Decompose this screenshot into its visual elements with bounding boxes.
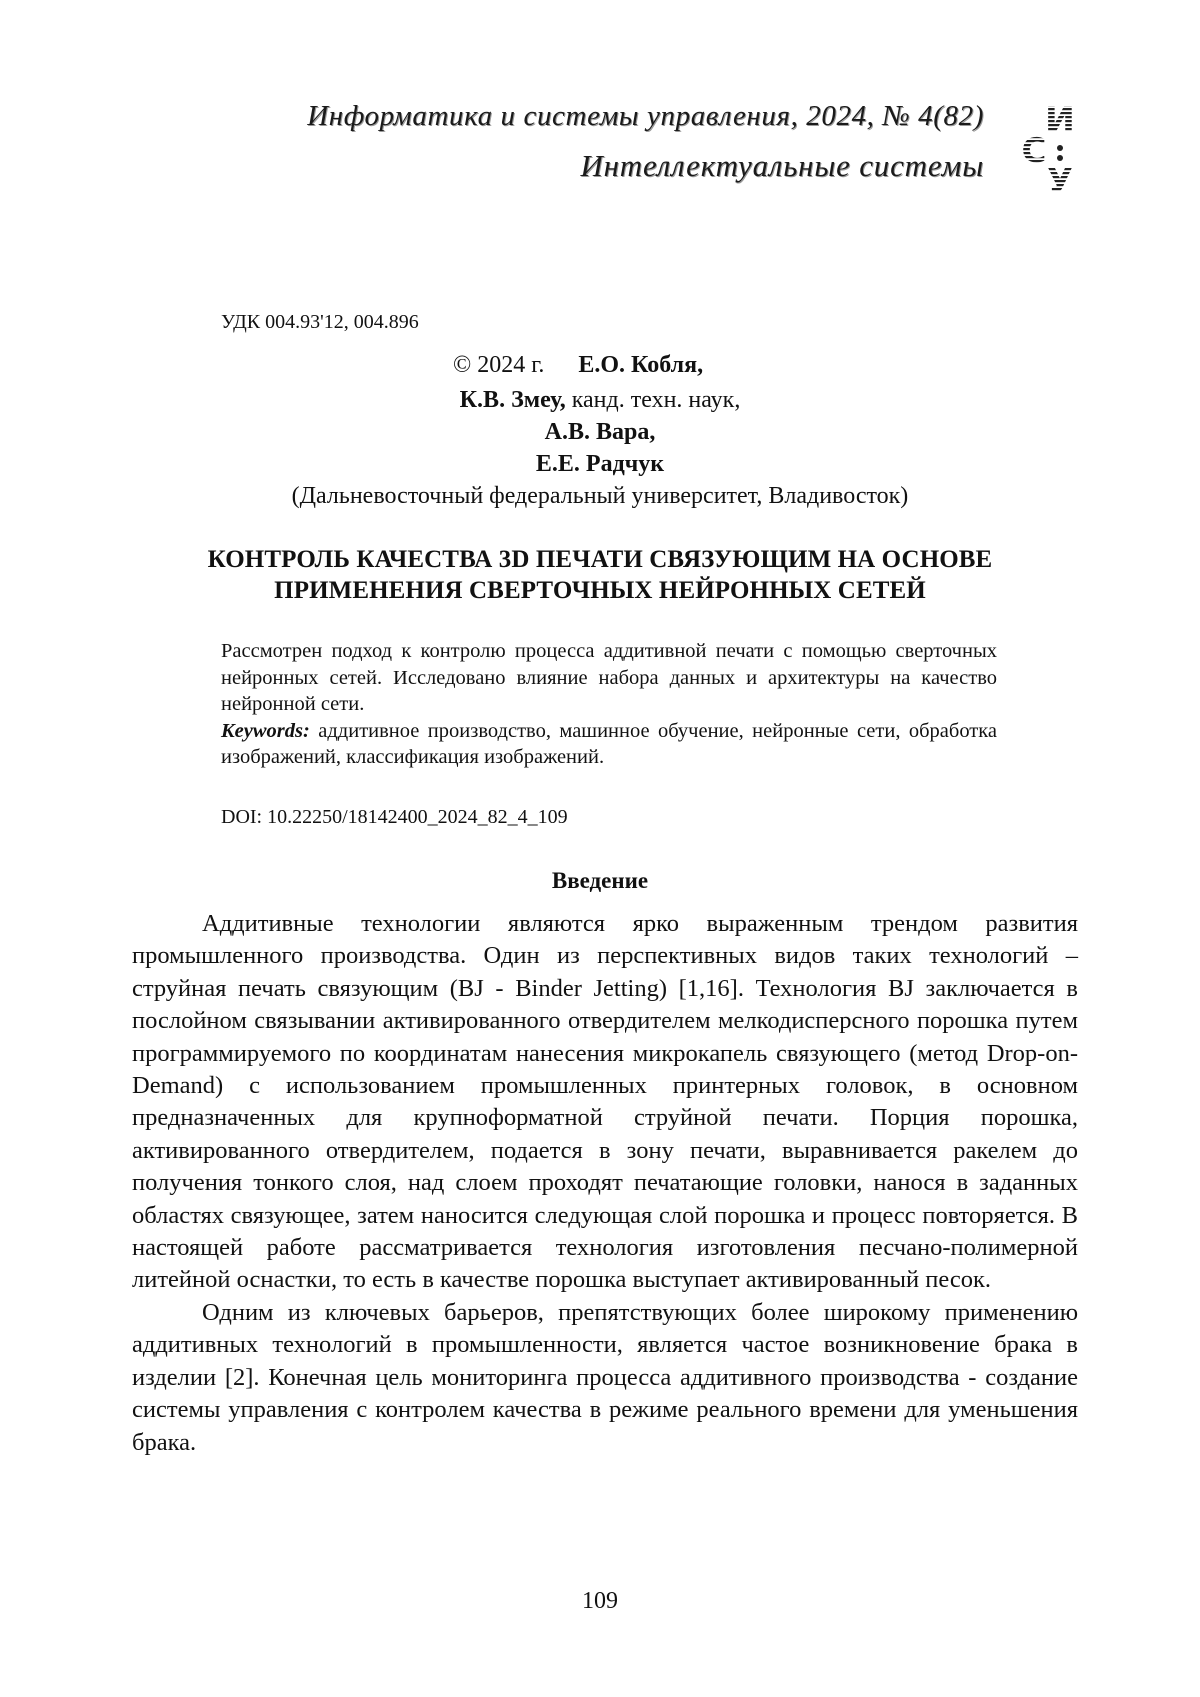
paragraph: Одним из ключевых барьеров, препятствующих более широкому применению аддитивных технологий в промышленности, является частое возникновение брака в изделии [2]. Конечная цель мониторинга процесса аддитивного производства - создание системы управления с контролем качества в режиме реального времени для уменьшения брака. — [132, 1297, 1078, 1459]
title-line: ПРИМЕНЕНИЯ СВЕРТОЧНЫХ НЕЙРОННЫХ СЕТЕЙ — [130, 575, 1070, 606]
keywords — [221, 718, 997, 771]
doi: DOI: 10.22250/18142400_2024_82_4_109 — [221, 806, 568, 829]
journal-logo — [1010, 100, 1086, 196]
author-degree: канд. техн. наук, — [572, 387, 741, 413]
udk-code: УДК 004.93'12, 004.896 — [221, 311, 419, 334]
abstract-text: Рассмотрен подход к контролю процесса аддитивной печати с помощью сверточных нейронных сетей. Исследовано влияние набора данных и архитектуры на качество нейронной сети. — [221, 638, 997, 718]
author-name: Е.Е. Радчук — [536, 451, 664, 477]
journal-title: Информатика и системы управления, 2024, № 4(82) — [307, 100, 984, 133]
logo-letter-s: С — [1022, 131, 1047, 171]
title-line: КОНТРОЛЬ КАЧЕСТВА 3D ПЕЧАТИ СВЯЗУЮЩИМ НА ОСНОВЕ — [130, 544, 1070, 575]
affiliation: (Дальневосточный федеральный университет, Владивосток) — [150, 480, 1050, 512]
keywords-label: Keywords: — [221, 720, 310, 742]
page-number: 109 — [0, 1588, 1200, 1615]
logo-letter-u: У — [1047, 161, 1073, 196]
author-line-2 — [150, 384, 1050, 416]
keywords-list: аддитивное производство, машинное обучение, нейронные сети, обработка изображений, классификация изображений. — [221, 720, 997, 769]
author-line-4 — [150, 448, 1050, 480]
body-text — [132, 908, 1078, 1459]
author-line-3 — [150, 416, 1050, 448]
article-title — [130, 544, 1070, 606]
paragraph: Аддитивные технологии являются ярко выраженным трендом развития промышленного производства. Один из перспективных видов таких технологий – струйная печать связующим (BJ - Binder Jetting) [1,16]. Технология BJ заключается в послойном связывании активированного отвердителем мелкодисперсного порошка путем программируемого по координатам нанесения микрокапель связующего (метод Drop-on-Demand) с использованием промышленных принтерных головок, в основном предназначенных для крупноформатной струйной печати. Порция порошка, активированного отвердителем, подается в зону печати, выравнивается ракелем до получения тонкого слоя, над слоем проходят печатающие головки, нанося в заданных областях связующее, затем наносится следующая слой порошка и процесс повторяется. В настоящей работе рассматривается технология изготовления песчано-полимерной литейной оснастки, то есть в качестве порошка выступает активированный песок. — [132, 908, 1078, 1297]
journal-section: Интеллектуальные системы — [580, 148, 984, 184]
author-name: К.В. Змеу, — [460, 387, 566, 413]
author-line-1 — [453, 352, 703, 379]
logo-dot-icon — [1057, 145, 1063, 151]
section-heading: Введение — [0, 868, 1200, 894]
abstract — [221, 638, 997, 771]
copyright-year: © 2024 г. — [453, 352, 544, 378]
author-name: Е.О. Кобля, — [578, 352, 703, 378]
author-name: А.В. Вара, — [545, 419, 656, 445]
logo-letter-i: И — [1045, 100, 1075, 141]
authors-block — [150, 384, 1050, 512]
